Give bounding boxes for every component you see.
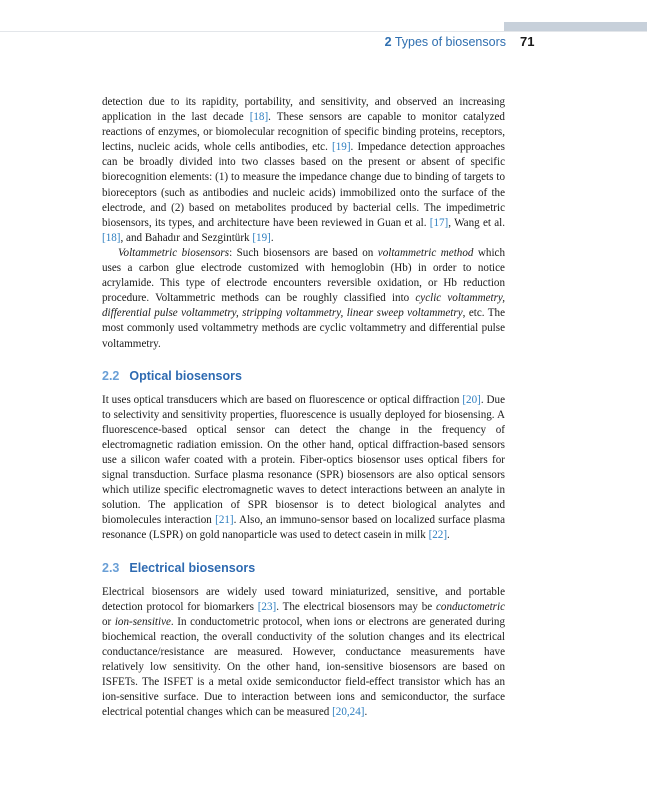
- term-italic: Voltammetric biosensors: [118, 246, 230, 259]
- text: which uses a carbon glue electrode customized with hemoglobin (Hb) in order to notice acrylamide. This type of electrode encounters reversible oxidation, or Hb reduction procedure. Voltammetric methods can be roughly classified into: [102, 246, 505, 305]
- section-number: 2.3: [102, 560, 120, 575]
- text: .: [364, 706, 368, 719]
- header-rule: [0, 31, 647, 32]
- text: , etc. The most commonly used voltammetry methods are cyclic voltammetry and differential pulse voltammetry.: [102, 307, 505, 350]
- text: detection due to its rapidity, portability, and sensitivity, and observed an increasing application in the last decade: [102, 96, 505, 124]
- paragraph-impedance: [102, 95, 505, 246]
- section-title: Optical biosensors: [129, 368, 242, 383]
- term-italic: voltammetric method: [377, 246, 474, 259]
- section-heading-optical: [102, 369, 505, 384]
- main-text: [102, 95, 505, 720]
- section-number: 2.2: [102, 368, 120, 383]
- chapter-title: Types of biosensors: [394, 35, 506, 49]
- citation-link[interactable]: [17]: [429, 216, 449, 229]
- text: . In conductometric protocol, when ions or electrons are generated during biochemical reaction, the overall conductivity of the solution changes and its electrical conductance/resistance are measured. However, conductance measurements have relatively low sensitivity. On the other hand, ion-sensitive biosensors are based on ISFETs. The ISFET is a metal oxide semiconductor field-effect transistor which has an ion-sensitive surface. Due to interaction between ions and semiconductor, the surface electrical potential changes which can be measured: [102, 615, 506, 719]
- text: . Also, an immuno-sensor based on localized surface plasma resonance (LSPR) on gold nanoparticle was used to detect casein in milk: [102, 514, 505, 542]
- citation-link[interactable]: [22]: [428, 529, 448, 542]
- citation-link[interactable]: [21]: [215, 514, 234, 527]
- citation-link[interactable]: [18]: [102, 231, 121, 244]
- text: It uses optical transducers which are based on fluorescence or optical diffraction: [102, 393, 463, 406]
- section-spacer: [102, 352, 505, 369]
- section-spacer: [102, 544, 505, 561]
- text: : Such biosensors are based on: [229, 246, 378, 259]
- citation-link[interactable]: [20]: [462, 393, 481, 406]
- header-accent-bar: [504, 22, 647, 31]
- paragraph-voltammetric: [102, 246, 505, 352]
- text: .: [270, 231, 274, 244]
- text: or: [102, 615, 115, 628]
- text: . These sensors are capable to monitor catalyzed reactions of enzymes, or biomolecular recognition of specific binding proteins, receptors, lectins, nucleic acids, whole cells antibodies, etc.: [102, 111, 505, 154]
- chapter-number: 2: [384, 35, 392, 49]
- citation-link[interactable]: [19]: [252, 231, 271, 244]
- citation-link[interactable]: [23]: [257, 600, 277, 613]
- paragraph-optical: [102, 393, 505, 544]
- paragraph-electrical: [102, 585, 505, 721]
- page-number: 71: [520, 34, 535, 49]
- citation-link[interactable]: [20,24]: [332, 706, 365, 719]
- text: .: [447, 529, 450, 542]
- citation-link[interactable]: [19]: [332, 141, 351, 154]
- term-italic: conductometric: [435, 600, 505, 613]
- section-heading-electrical: [102, 561, 505, 576]
- text: . The electrical biosensors may be: [276, 600, 436, 613]
- term-italic: cyclic voltammetry, differential pulse voltammetry, stripping voltammetry, linear sweep voltammetry: [102, 292, 505, 320]
- text: . Impedance detection approaches can be broadly divided into two classes based on the present or absent of specific biorecognition elements: (1) to measure the impedance change due to binding of targets to bioreceptors (such as antibodies and nucleic acids) immobilized onto the surface of the electrode, and (2) based on metabolites produced by bacterial cells. The impedimetric biosensors, its types, and architecture have been reviewed in Guan et al.: [102, 141, 506, 229]
- running-head: [300, 35, 506, 49]
- text: . Due to selectivity and sensitivity properties, fluorescence is usually deployed for biosensing. A fluorescence-based optical sensor can detect the change in the frequency of electromagnetic radiation emission. On the other hand, optical diffraction-based sensors use a silicon wafer coated with a protein. Fiber-optics biosensor uses optical fibers for signal transduction. Surface plasma resonance (SPR) biosensors are also optical sensors which utilize specific electromagnetic waves to detect interactions between an analyte in solution. The application of SPR biosensor is to detect biological analytes and biomolecules interaction: [102, 393, 505, 527]
- text: Electrical biosensors are widely used toward miniaturized, sensitive, and portable detection protocol for biomarkers: [102, 585, 505, 613]
- term-italic: ion-sensitive: [114, 615, 171, 628]
- text: , Wang et al.: [448, 216, 505, 229]
- section-title: Electrical biosensors: [129, 560, 256, 575]
- citation-link[interactable]: [18]: [249, 111, 269, 124]
- text: , and Bahadır and Sezgintürk: [120, 231, 253, 244]
